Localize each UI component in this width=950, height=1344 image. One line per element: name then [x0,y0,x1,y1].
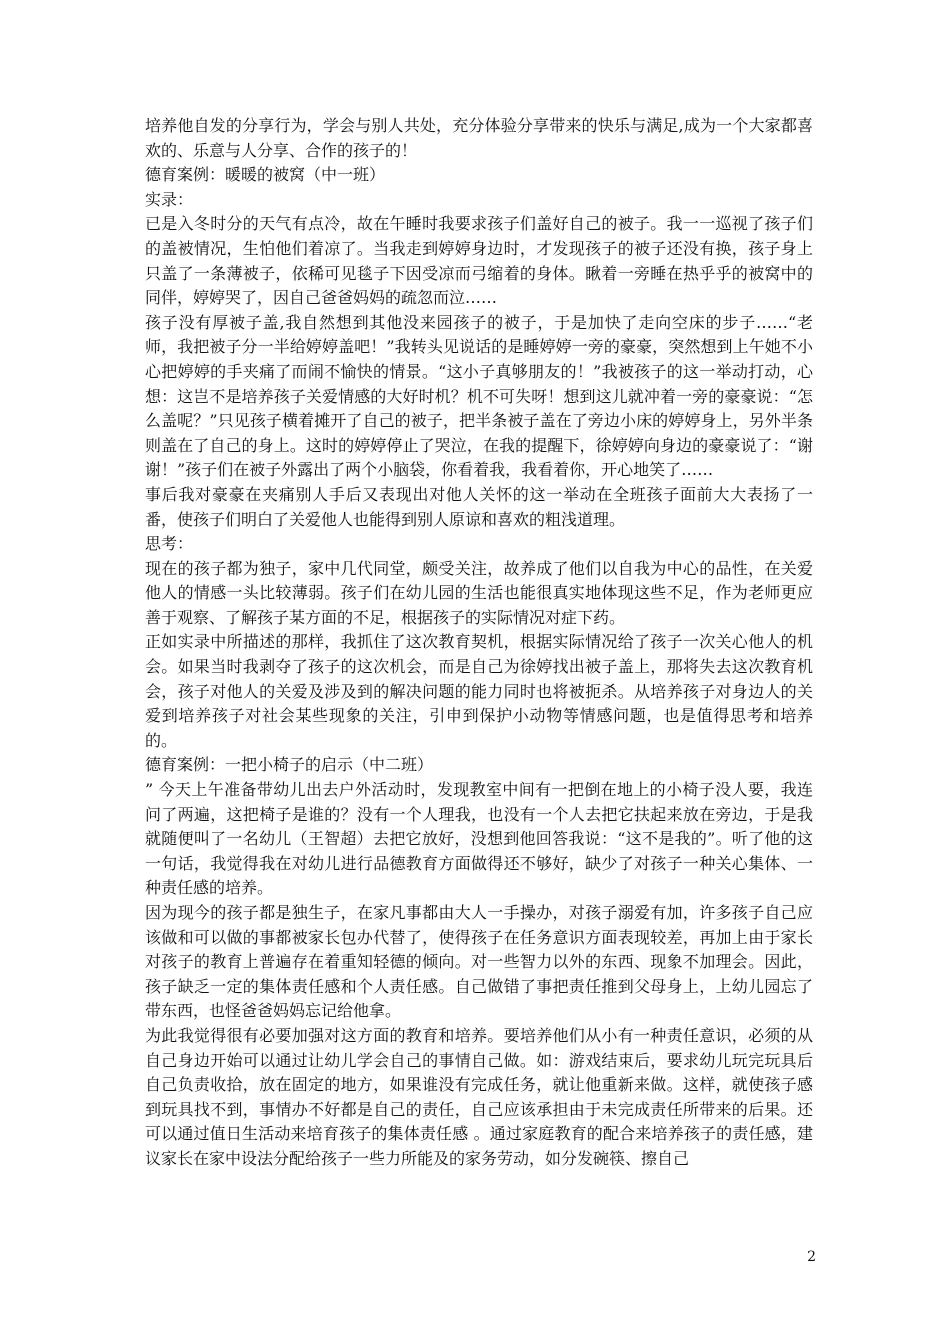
section-label-record: 实录： [145,189,194,209]
page-number: 2 [807,1249,816,1265]
paragraph-sharing-conclusion: 培养他自发的分享行为，学会与别人共处，充分体验分享带来的快乐与满足,成为一个大家都喜欢的、乐意与人分享、合作的孩子的！ [145,116,813,160]
paragraph-responsibility-cause: 因为现今的孩子都是独生子，在家凡事都由大人一手操办，对孩子溺爱有加，许多孩子自己应该做和可以做的事都被家长包办代替了，使得孩子在任务意识方面表现较差，再加上由于家长对孩子的教育上普遍存在着重知轻德的倾向。对一些智力以外的东西、现象不加理会。因此，孩子缺乏一定的集体责任感和个人责任感。自己做错了事把责任推到父母身上，上幼儿园忘了带东西，也怪爸爸妈妈忘记给他拿。 [145,903,813,1021]
case-title-small-chair: 德育案例：一把小椅子的启示（中二班） [145,755,434,775]
paragraph-responsibility-training: 为此我觉得很有必要加强对这方面的教育和培养。要培养他们从小有一种责任意识，必须的从自己身边开始可以通过让幼儿学会自己的事情自己做。如：游戏结束后，要求幼儿玩完玩具后自己负责收拾，放在固定的地方，如果谁没有完成任务，就让他重新来做。这样，就使孩子感到玩具找不到，事情办不好都是自己的责任，自己应该承担由于未完成责任所带来的后果。还可以通过值日生活动来培育孩子的集体责任感 。通过家庭教育的配合来培养孩子的责任感，建议家长在家中设法分配给孩子一些力所能及的家务劳动，如分发碗筷、擦自己 [145,1025,813,1168]
paragraph-winter-nap: 已是入冬时分的天气有点冷，故在午睡时我要求孩子们盖好自己的被子。我一一巡视了孩子们的盖被情况，生怕他们着凉了。当我走到婷婷身边时，才发现孩子的被子还没有换，孩子身上只盖了一条薄被子，依稀可见毯子下因受凉而弓缩着的身体。瞅着一旁睡在热乎乎的被窝中的同伴，婷婷哭了，因自己爸爸妈妈的疏忽而泣…… [145,214,813,308]
section-label-reflection: 思考： [145,534,194,554]
document-body [145,114,813,1172]
paragraph-praise: 事后我对豪豪在夹痛别人手后又表现出对他人关怀的这一举动在全班孩子面前大大表扬了一番，使孩子们明白了关爱他人也能得到别人原谅和喜欢的粗浅道理。 [145,484,813,529]
paragraph-fallen-chair: ” 今天上午准备带幼儿出去户外活动时，发现教室中间有一把倒在地上的小椅子没人要，我连问了两遍，这把椅子是谁的？没有一个人理我，也没有一个人去把它扶起来放在旁边，于是我就随便叫了一名幼儿（王智超）去把它放好，没想到他回答我说：“这不是我的”。听了他的这一句话，我觉得我在对幼儿进行品德教育方面做得还不够好，缺少了对孩子一种关心集体、一种责任感的培养。 [145,780,813,898]
paragraph-only-children: 现在的孩子都为独子，家中几代同堂，颇受关注，故养成了他们以自我为中心的品性，在关爱他人的情感一头比较薄弱。孩子们在幼儿园的生活也能很真实地体现这些不足，作为老师更应善于观察、了解孩子某方面的不足，根据孩子的实际情况对症下药。 [145,558,813,627]
paragraph-education-opportunity: 正如实录中所描述的那样，我抓住了这次教育契机，根据实际情况给了孩子一次关心他人的机会。如果当时我剥夺了孩子的这次机会，而是自己为徐婷找出被子盖上，那将失去这次教育机会，孩子对他人的关爱及涉及到的解决问题的能力同时也将被扼杀。从培养孩子对身边人的关爱到培养孩子对社会某些现象的关注，引申到保护小动物等情感问题，也是值得思考和培养的。 [145,632,813,750]
paragraph-sharing-quilt: 孩子没有厚被子盖,我自然想到其他没来园孩子的被子，于是加快了走向空床的步子……“老师，我把被子分一半给婷婷盖吧！”我转头见说话的是睡婷婷一旁的豪豪，突然想到上午她不小心把婷婷的手夹痛了而闹不愉快的情景。“这小子真够朋友的！”我被孩子的这一举动打动，心想：这岂不是培养孩子关爱情感的大好时机？机不可失呀！想到这儿就冲着一旁的豪豪说：“怎么盖呢？”只见孩子横着摊开了自己的被子，把半条被子盖在了旁边小床的婷婷身上，另外半条则盖在了自己的身上。这时的婷婷停止了哭泣，在我的提醒下，徐婷婷向身边的豪豪说了：“谢谢！”孩子们在被子外露出了两个小脑袋，你看着我，我看着你，开心地笑了…… [145,312,813,480]
case-title-warm-quilt: 德育案例：暖暖的被窝（中一班） [145,165,386,185]
